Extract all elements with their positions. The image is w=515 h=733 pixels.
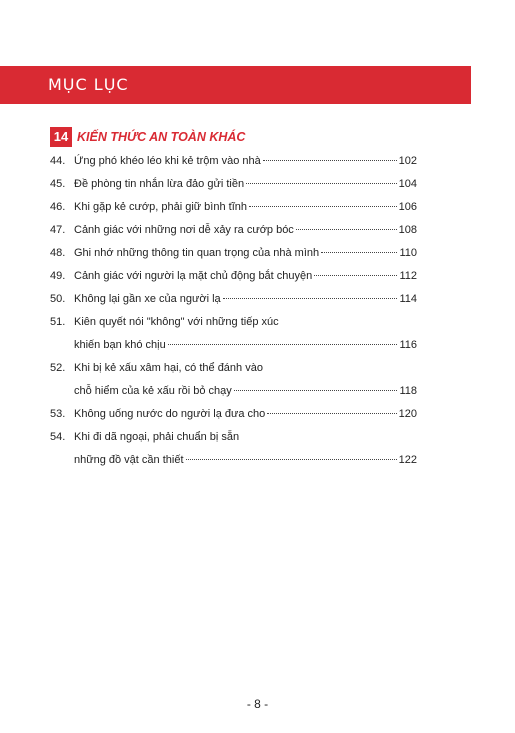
section-heading	[50, 127, 245, 147]
toc-entry-page: 118	[399, 385, 417, 397]
toc-entry-page: 102	[398, 155, 417, 167]
page-number: - 8 -	[246, 697, 269, 711]
toc-entry-number: 52.	[50, 362, 66, 374]
toc-line	[50, 311, 417, 334]
toc-entry-title: Đề phòng tin nhắn lừa đảo gửi tiền	[74, 178, 245, 190]
dot-leader	[263, 159, 397, 161]
toc-line	[50, 449, 417, 472]
section-title: KIẾN THỨC AN TOÀN KHÁC	[77, 130, 246, 144]
toc-entry-page: 114	[399, 293, 417, 305]
toc-line	[50, 150, 417, 173]
toc-entry-number: 47.	[50, 224, 66, 236]
toc-line	[50, 219, 417, 242]
toc-entry-title: chỗ hiểm của kẻ xấu rồi bỏ chạy	[74, 385, 232, 397]
toc-line	[50, 403, 417, 426]
dot-leader	[321, 251, 397, 253]
dot-leader	[186, 458, 397, 460]
toc-entry[interactable]	[50, 288, 417, 311]
toc-line	[50, 173, 417, 196]
dot-leader	[246, 182, 397, 184]
toc-entry[interactable]	[50, 242, 417, 265]
toc-entry-page: 122	[398, 454, 417, 466]
toc-line	[50, 265, 417, 288]
toc-entry-page: 116	[399, 339, 417, 351]
toc-entry-number: 45.	[50, 178, 66, 190]
toc-entry-page: 110	[399, 247, 417, 259]
toc-entry[interactable]	[50, 196, 417, 219]
toc-entry-number: 49.	[50, 270, 66, 282]
toc-entry[interactable]	[50, 311, 417, 357]
toc-entry-title: Khi gặp kẻ cướp, phải giữ bình tĩnh	[74, 201, 247, 213]
section-number: 14	[50, 127, 72, 147]
toc-entry[interactable]	[50, 219, 417, 242]
toc-entry-title: Không uống nước do người lạ đưa cho	[74, 408, 266, 420]
toc-line	[50, 426, 417, 449]
page-title: MỤC LỤC	[48, 75, 129, 94]
dot-leader	[314, 274, 397, 276]
toc-entry-title: Ghi nhớ những thông tin quan trọng của nhà mình	[74, 247, 320, 259]
toc-entry[interactable]	[50, 426, 417, 472]
toc-entry[interactable]	[50, 265, 417, 288]
toc-entry-title: những đồ vật cần thiết	[74, 454, 184, 466]
toc-entry-page: 104	[398, 178, 417, 190]
toc-entry[interactable]	[50, 173, 417, 196]
toc-entry-number: 48.	[50, 247, 66, 259]
toc-entry-number: 50.	[50, 293, 66, 305]
toc-entry-number: 44.	[50, 155, 66, 167]
toc-entry-page: 106	[398, 201, 417, 213]
dot-leader	[168, 343, 398, 345]
toc-entry-page: 108	[398, 224, 417, 236]
dot-leader	[249, 205, 397, 207]
toc-entry-title: Cảnh giác với người lạ mặt chủ động bắt chuyện	[74, 270, 313, 282]
toc-entry-title: Cảnh giác với những nơi dễ xảy ra cướp bóc	[74, 224, 294, 236]
toc-entry-page: 120	[398, 408, 417, 420]
toc-entry-number: 51.	[50, 316, 66, 328]
toc-entry-number: 54.	[50, 431, 66, 443]
toc-entry-title: Ứng phó khéo léo khi kẻ trộm vào nhà	[74, 155, 261, 167]
toc-entry-title: Khi bị kẻ xấu xâm hại, có thể đánh vào	[74, 362, 263, 374]
toc-line	[50, 196, 417, 219]
toc-entry-page: 112	[399, 270, 417, 282]
toc-entry[interactable]	[50, 403, 417, 426]
toc-entry-title: Khi đi dã ngoại, phải chuẩn bị sẵn	[74, 431, 240, 443]
toc-entry-title: khiến bạn khó chịu	[74, 339, 166, 351]
dot-leader	[234, 389, 398, 391]
toc-line	[50, 288, 417, 311]
toc-entry-title: Kiên quyết nói "không" với những tiếp xúc	[74, 316, 279, 328]
toc-line	[50, 357, 417, 380]
toc-entry-number: 53.	[50, 408, 66, 420]
toc-entry[interactable]	[50, 357, 417, 403]
toc-line	[50, 380, 417, 403]
toc-line	[50, 334, 417, 357]
toc-entry-title: Không lại gần xe của người lạ	[74, 293, 221, 305]
header-banner	[0, 66, 471, 104]
table-of-contents	[50, 150, 417, 472]
dot-leader	[296, 228, 397, 230]
dot-leader	[267, 412, 396, 414]
toc-entry-number: 46.	[50, 201, 66, 213]
toc-entry[interactable]	[50, 150, 417, 173]
dot-leader	[223, 297, 398, 299]
toc-line	[50, 242, 417, 265]
